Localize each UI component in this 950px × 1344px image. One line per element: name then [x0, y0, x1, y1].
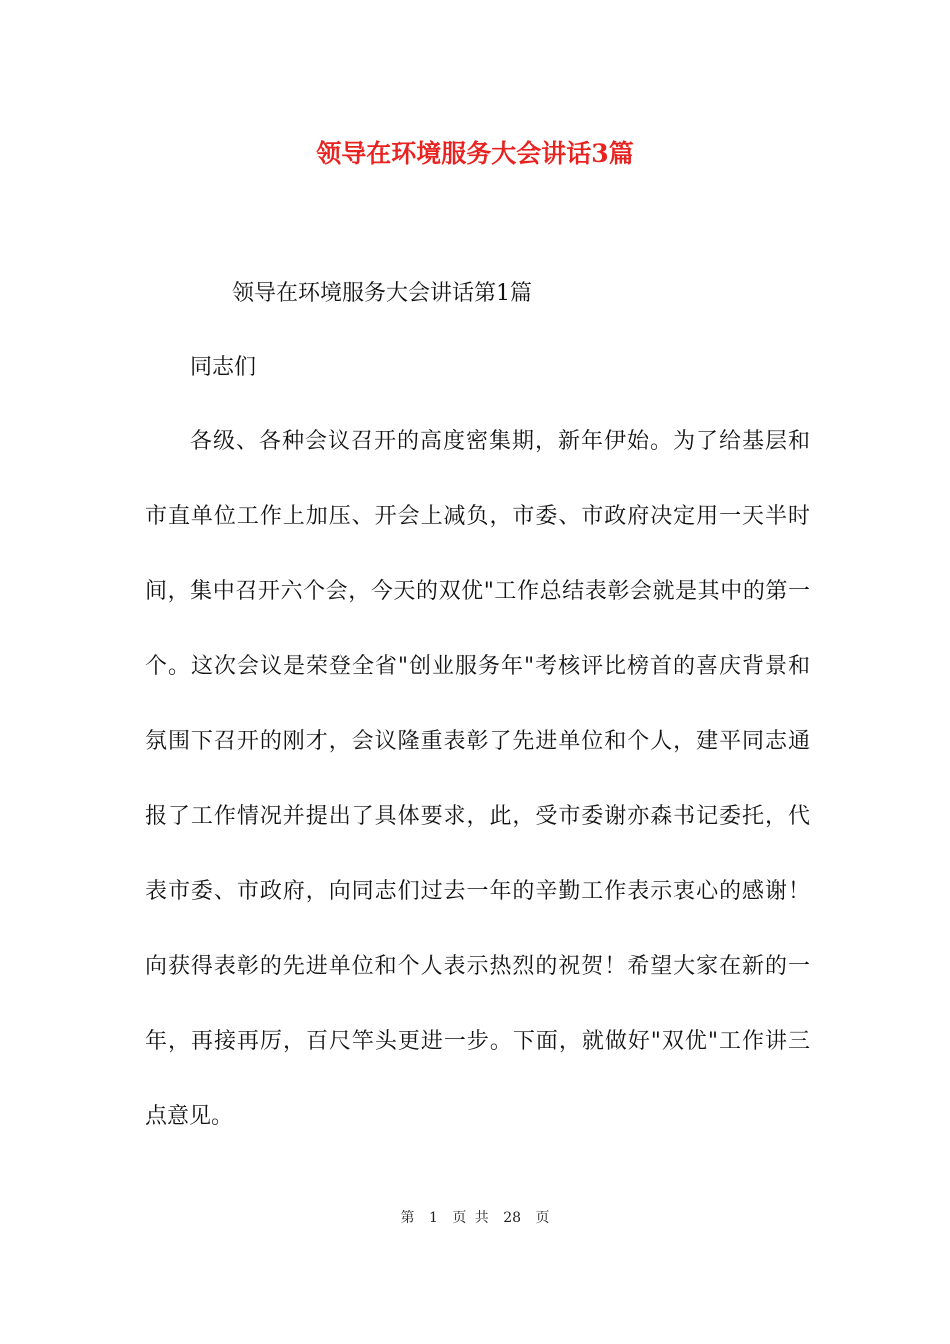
- body-line: 个。这次会议是荣登全省"创业服务年"考核评比榜首的喜庆背景和: [145, 654, 810, 679]
- total-pages-number: 28: [503, 1210, 522, 1226]
- section-subtitle: 领导在环境服务大会讲话第1篇: [232, 281, 532, 306]
- body-line: 市直单位工作上加压、开会上减负，市委、市政府决定用一天半时: [145, 504, 810, 529]
- current-page-number: 1: [428, 1210, 438, 1226]
- body-line: 向获得表彰的先进单位和个人表示热烈的祝贺！希望大家在新的一: [145, 954, 810, 979]
- page-label-prefix: 第: [400, 1210, 415, 1226]
- body-line: 各级、各种会议召开的高度密集期，新年伊始。为了给基层和: [190, 429, 810, 454]
- body-line: 表市委、市政府，向同志们过去一年的辛勤工作表示衷心的感谢！: [145, 879, 810, 904]
- body-line: 报了工作情况并提出了具体要求，此，受市委谢亦森书记委托，代: [145, 804, 810, 829]
- document-title: 领导在环境服务大会讲话3篇: [316, 139, 634, 168]
- page-label-suffix: 页: [535, 1210, 550, 1226]
- body-paragraph: [145, 422, 810, 1172]
- page-footer: [0, 1206, 950, 1230]
- body-line: 年，再接再厉，百尺竿头更进一步。下面，就做好"双优"工作讲三: [145, 1029, 810, 1054]
- body-line: 氛围下召开的刚才，会议隆重表彰了先进单位和个人，建平同志通: [145, 729, 810, 754]
- salutation: 同志们: [190, 355, 257, 380]
- body-line: 点意见。: [145, 1104, 234, 1129]
- body-line: 间，集中召开六个会，今天的双优"工作总结表彰会就是其中的第一: [145, 579, 810, 604]
- page-label-mid: 页 共: [452, 1210, 489, 1226]
